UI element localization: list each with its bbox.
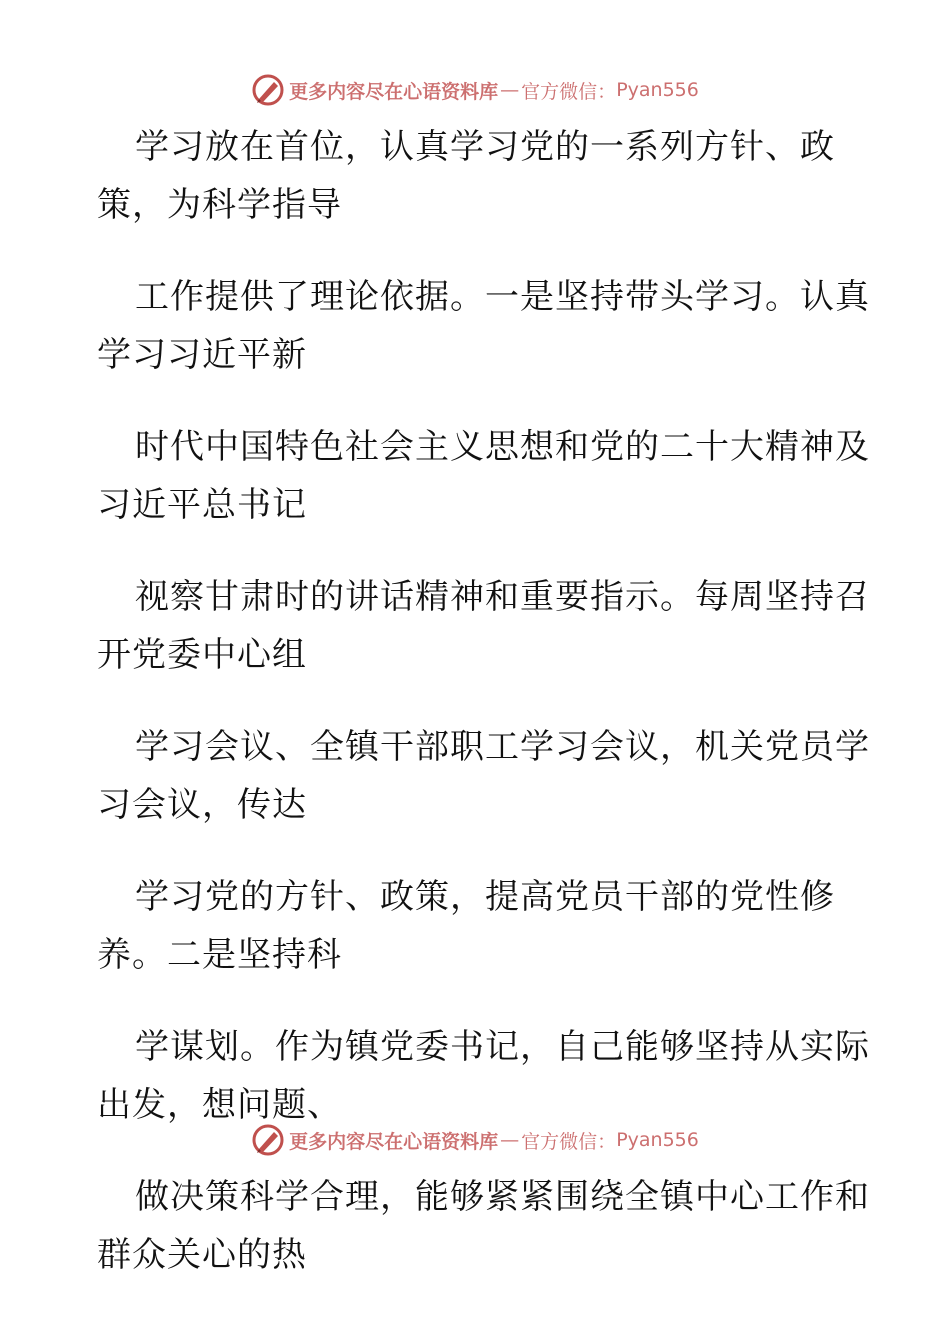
paragraph-line: 工作提供了理论依据。一是坚持带头学习。认真 bbox=[135, 277, 870, 317]
paragraph-line: 学习放在首位，认真学习党的一系列方针、政 bbox=[135, 127, 835, 167]
pen-circle-logo-icon bbox=[251, 73, 285, 107]
banner-separator: — bbox=[500, 79, 520, 101]
paragraph-line: 时代中国特色社会主义思想和党的二十大精神及 bbox=[135, 427, 870, 467]
paragraph-line: 学谋划。作为镇党委书记，自己能够坚持从实际 bbox=[135, 1027, 870, 1067]
paragraph-line: 策，为科学指导 bbox=[97, 185, 342, 225]
banner-site-name: 更多内容尽在心语资料库 bbox=[289, 1130, 499, 1153]
paragraph-line: 学习党的方针、政策，提高党员干部的党性修 bbox=[135, 877, 835, 917]
paragraph-line: 视察甘肃时的讲话精神和重要指示。每周坚持召 bbox=[135, 577, 870, 617]
paragraph-line: 养。二是坚持科 bbox=[97, 935, 342, 975]
pen-circle-logo-icon bbox=[251, 1123, 285, 1157]
paragraph-line: 开党委中心组 bbox=[97, 635, 307, 675]
banner-wechat-label: 官方微信： bbox=[521, 1130, 617, 1153]
paragraph-line: 习近平总书记 bbox=[97, 485, 307, 525]
paragraph-line: 群众关心的热 bbox=[97, 1235, 307, 1275]
paragraph-line: 学习习近平新 bbox=[97, 335, 307, 375]
footer-banner bbox=[0, 1120, 950, 1160]
banner-site-name: 更多内容尽在心语资料库 bbox=[289, 80, 499, 103]
paragraph-line: 做决策科学合理，能够紧紧围绕全镇中心工作和 bbox=[135, 1177, 870, 1217]
paragraph-line: 学习会议、全镇干部职工学习会议，机关党员学 bbox=[135, 727, 870, 767]
paragraph-line: 出发，想问题、 bbox=[97, 1085, 342, 1125]
banner-wechat-id: Pyan556 bbox=[616, 79, 699, 101]
header-banner bbox=[0, 70, 950, 110]
banner-separator: — bbox=[500, 1129, 520, 1151]
paragraph-line: 习会议，传达 bbox=[97, 785, 307, 825]
banner-wechat-label: 官方微信： bbox=[521, 80, 617, 103]
banner-wechat-id: Pyan556 bbox=[616, 1129, 699, 1151]
